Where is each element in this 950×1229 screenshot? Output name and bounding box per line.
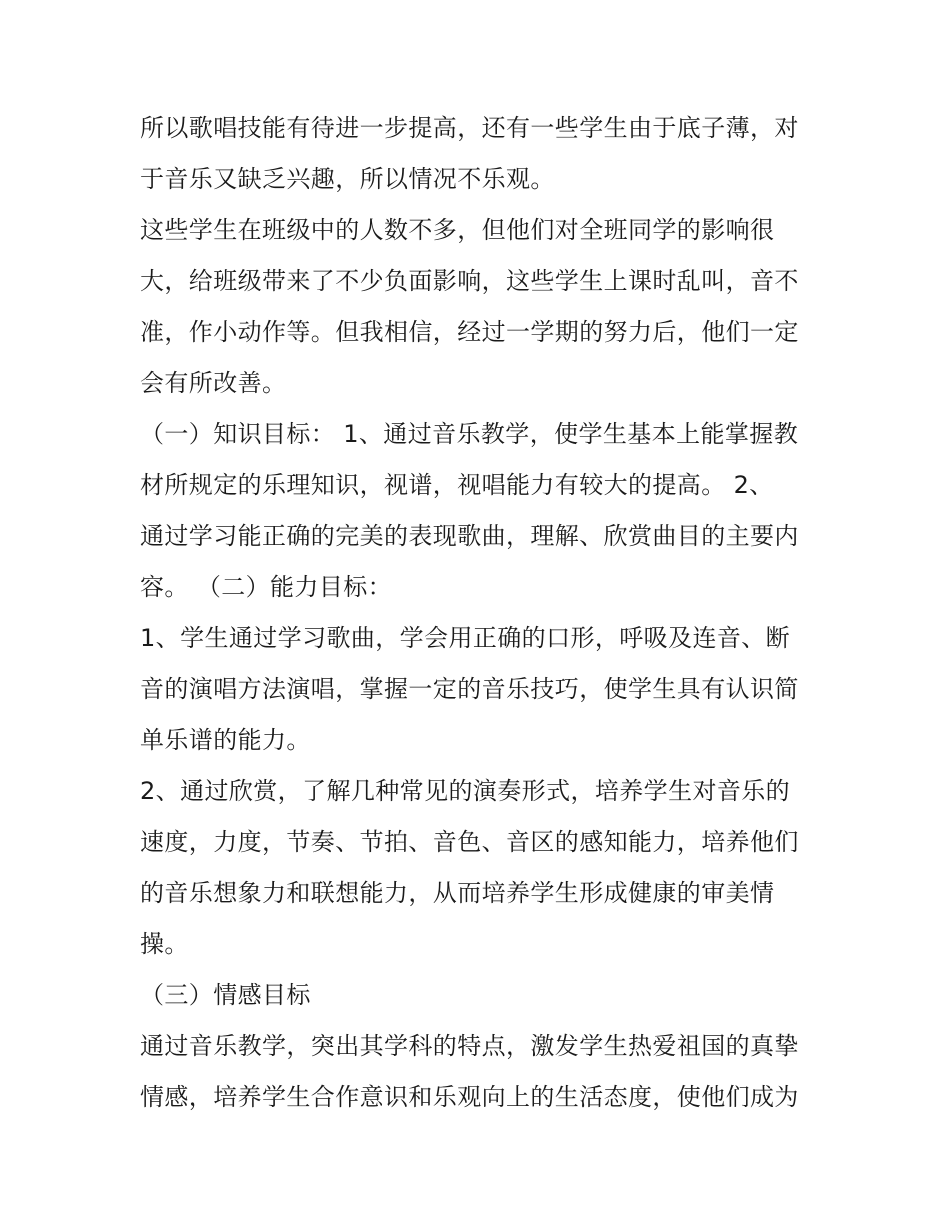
text-line: 材所规定的乐理知识，视谱，视唱能力有较大的提高。 2、 bbox=[140, 471, 774, 499]
text-line: 速度，力度，节奏、节拍、音色、音区的感知能力，培养他们 bbox=[140, 828, 799, 856]
text-line: 大，给班级带来了不少负面影响，这些学生上课时乱叫，音不 bbox=[140, 267, 799, 295]
text-line: 这些学生在班级中的人数不多，但他们对全班同学的影响很 bbox=[140, 216, 775, 244]
text-line: 所以歌唱技能有待进一步提高，还有一些学生由于底子薄，对 bbox=[140, 114, 799, 142]
text-line: 操。 bbox=[140, 930, 189, 958]
text-line: 2、通过欣赏，了解几种常见的演奏形式，培养学生对音乐的 bbox=[140, 777, 791, 805]
text-line: 准，作小动作等。但我相信，经过一学期的努力后，他们一定 bbox=[140, 318, 799, 346]
text-line: 音的演唱方法演唱，掌握一定的音乐技巧，使学生具有认识简 bbox=[140, 675, 799, 703]
text-line: 会有所改善。 bbox=[140, 369, 287, 397]
text-line: 于音乐又缺乏兴趣，所以情况不乐观。 bbox=[140, 165, 555, 193]
text-line: 的音乐想象力和联想能力，从而培养学生形成健康的审美情 bbox=[140, 879, 775, 907]
section-heading: （一）知识目标： 1、通过音乐教学，使学生基本上能掌握教 bbox=[140, 420, 799, 448]
text-line: 情感，培养学生合作意识和乐观向上的生活态度，使他们成为 bbox=[140, 1083, 799, 1111]
text-line: 1、学生通过学习歌曲，学会用正确的口形，呼吸及连音、断 bbox=[140, 624, 791, 652]
section-heading: 容。 （二）能力目标： bbox=[140, 573, 393, 601]
text-line: 通过学习能正确的完美的表现歌曲，理解、欣赏曲目的主要内 bbox=[140, 522, 799, 550]
section-heading: （三）情感目标 bbox=[140, 981, 311, 1009]
text-line: 通过音乐教学，突出其学科的特点，激发学生热爱祖国的真挚 bbox=[140, 1032, 799, 1060]
text-line: 单乐谱的能力。 bbox=[140, 726, 311, 754]
